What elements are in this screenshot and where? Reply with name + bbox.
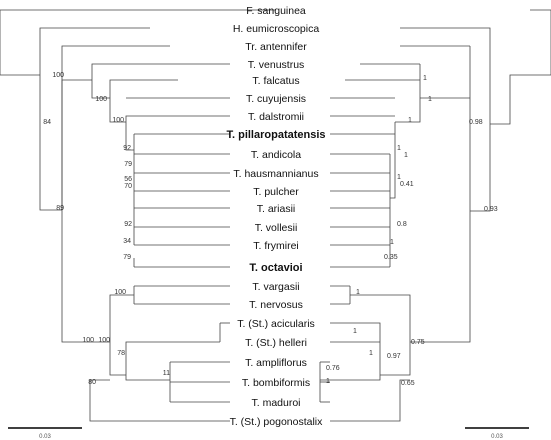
right-support-value: 0.8: [397, 221, 407, 228]
taxon-label: T. falcatus: [252, 75, 300, 87]
left-branch: [126, 342, 220, 375]
left-branch: [110, 295, 134, 342]
right-support-value: 1: [353, 328, 357, 335]
left-scale-bar-label: 0.03: [39, 434, 51, 440]
left-branch: [0, 10, 276, 75]
taxon-label: Tr. antennifer: [245, 41, 307, 53]
right-support-value: 1: [404, 152, 408, 159]
right-support-value: 1: [369, 350, 373, 357]
right-support-value: 1: [423, 75, 427, 82]
left-support-value: 92: [124, 221, 132, 228]
left-support-value: 34: [123, 238, 131, 245]
right-support-value: 0.65: [401, 380, 415, 387]
right-branch: [530, 10, 551, 75]
taxon-label: T. hausmannianus: [233, 168, 319, 180]
left-tree-branches: [0, 10, 276, 421]
taxon-label: T. frymirei: [253, 240, 299, 252]
taxon-label: T. dalstromii: [247, 111, 305, 123]
right-branch: [410, 211, 470, 342]
left-support-value: 79: [124, 161, 132, 168]
taxon-label: T. octavioi: [249, 262, 303, 274]
right-support-value: 0.75: [411, 339, 425, 346]
left-support-value: 100: [112, 117, 124, 124]
right-branch: [400, 28, 490, 124]
right-support-value: 0.35: [384, 254, 398, 261]
taxon-label: T. vargasii: [252, 281, 300, 293]
left-support-value: 89: [56, 205, 64, 212]
left-branch: [110, 80, 178, 98]
taxon-labels: [226, 5, 325, 428]
taxon-label: T. (St.) helleri: [245, 337, 307, 349]
left-branch: [90, 385, 230, 421]
left-support-value: 100: [98, 337, 110, 344]
taxon-label: T. venustrus: [247, 59, 305, 71]
taxon-label: T. (St.) acicularis: [237, 318, 315, 330]
right-branch: [390, 150, 395, 198]
taxon-label: T. vollesii: [254, 222, 298, 234]
right-support-values: [326, 75, 498, 387]
left-support-value: 56: [124, 176, 132, 183]
left-support-value: 11: [162, 370, 170, 377]
left-branch: [126, 116, 230, 122]
right-scale-bar-label: 0.03: [491, 434, 503, 440]
left-branch: [62, 46, 170, 210]
right-support-value: 1: [356, 289, 360, 296]
left-support-value: 100: [82, 337, 94, 344]
right-support-value: 0.41: [400, 181, 414, 188]
taxon-label: T. andicola: [250, 149, 302, 161]
right-support-value: 1: [408, 117, 412, 124]
right-support-value: 1: [390, 239, 394, 246]
taxon-label: T. ampliflorus: [245, 357, 307, 369]
taxon-label: T. bombiformis: [241, 377, 311, 389]
right-support-value: 1: [428, 96, 432, 103]
left-support-value: 79: [123, 254, 131, 261]
right-branch: [470, 124, 490, 211]
left-support-value: 84: [43, 119, 51, 126]
left-support-value: 70: [124, 183, 132, 190]
right-support-value: 1: [397, 174, 401, 181]
left-support-value: 100: [114, 289, 126, 296]
right-support-value: 0.76: [326, 365, 340, 372]
left-support-value: 78: [117, 350, 125, 357]
taxon-label: H. eumicroscopica: [232, 23, 320, 35]
taxon-label: T. pillaropatatensis: [226, 129, 326, 141]
right-support-value: 0.97: [387, 353, 401, 360]
right-branch: [330, 385, 400, 421]
taxon-label: T. cuyujensis: [245, 93, 307, 105]
taxon-label: T. nervosus: [249, 299, 303, 311]
left-scale-bar: [8, 428, 82, 440]
right-scale-bar: [465, 428, 529, 440]
right-branch: [490, 75, 551, 124]
left-branch: [110, 342, 126, 375]
left-branch: [62, 80, 92, 210]
taxon-label: T. pulcher: [253, 186, 299, 198]
taxon-label: F. sanguinea: [246, 5, 306, 17]
left-support-value: 100: [95, 96, 107, 103]
left-support-value: 92: [123, 145, 131, 152]
left-branch: [92, 64, 230, 80]
right-support-value: 1: [397, 145, 401, 152]
right-support-value: 1: [326, 378, 330, 385]
left-branch: [62, 210, 110, 342]
left-support-value: 80: [88, 379, 96, 386]
left-support-value: 100: [52, 72, 64, 79]
taxon-label: T. ariasii: [256, 203, 296, 215]
right-support-value: 0.93: [484, 206, 498, 213]
right-support-value: 0.98: [469, 119, 483, 126]
right-tree-branches: [320, 10, 551, 421]
taxon-label: T. (St.) pogonostalix: [229, 416, 323, 428]
taxon-label: T. maduroi: [251, 397, 301, 409]
